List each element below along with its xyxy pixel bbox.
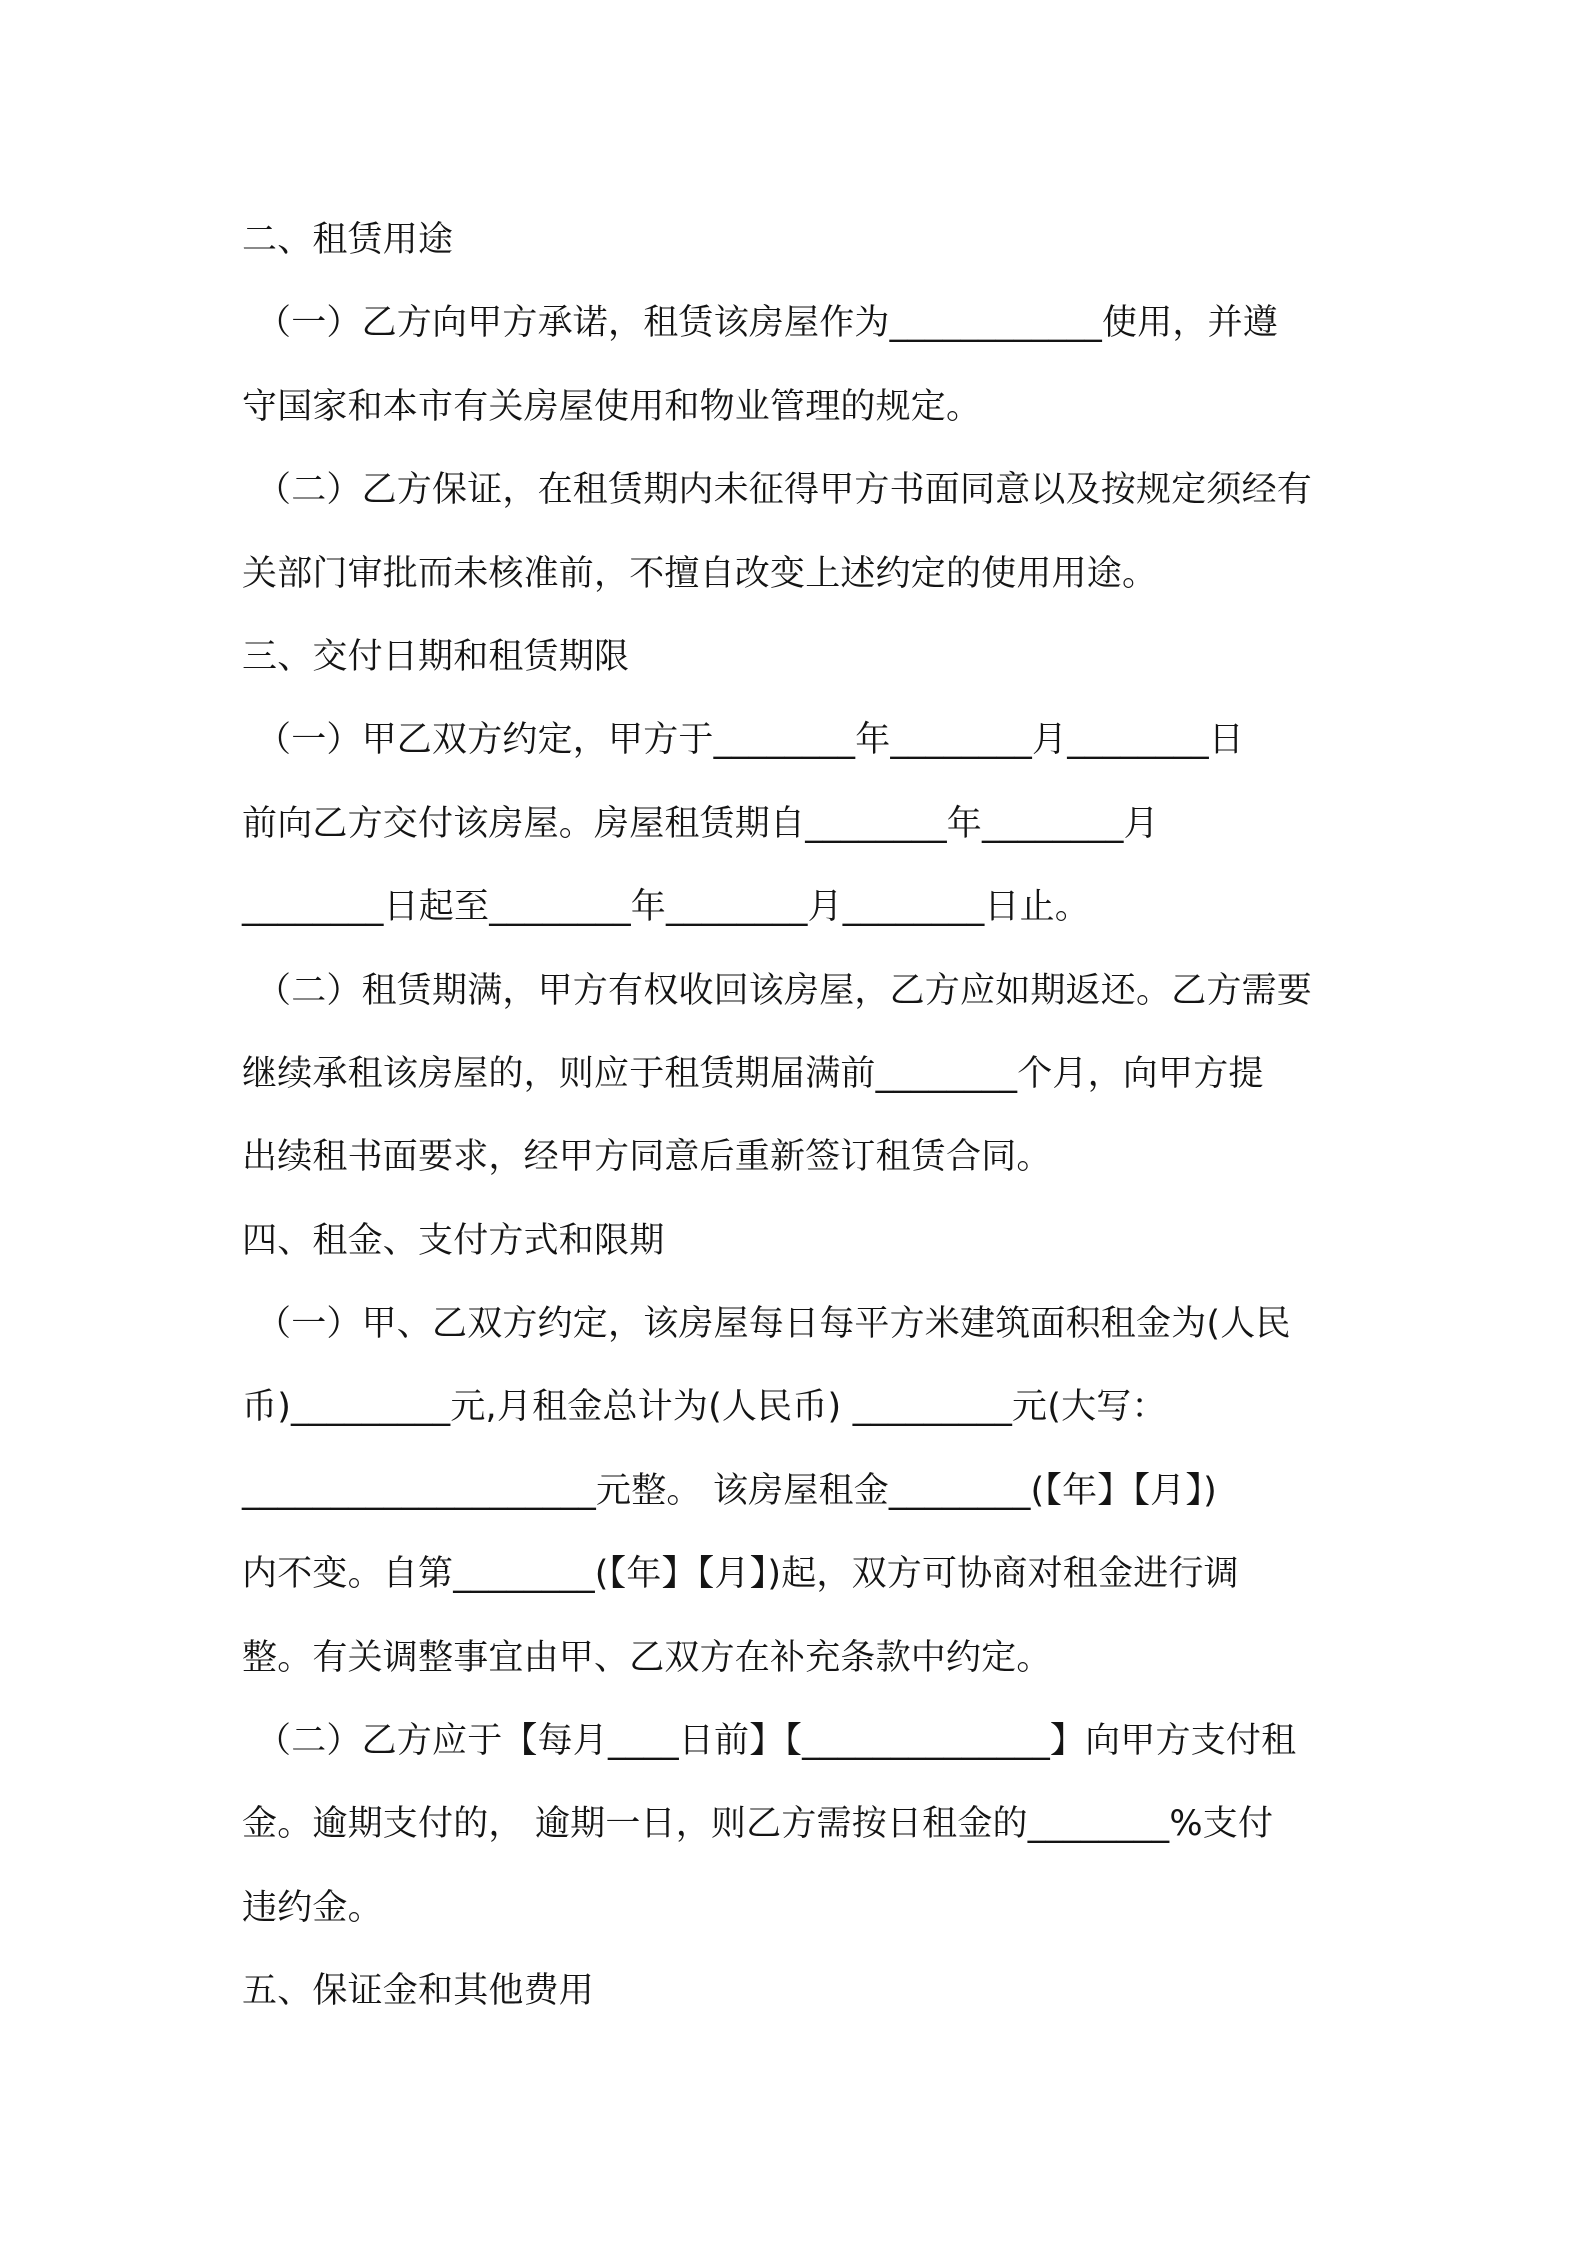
paragraph-line: （二）乙方保证，在租赁期内未征得甲方书面同意以及按规定须经有 xyxy=(256,470,1313,511)
paragraph-line: 出续租书面要求，经甲方同意后重新签订租赁合同。 xyxy=(242,1137,1052,1178)
paragraph-line: 关部门审批而未核准前，不擅自改变上述约定的使用用途。 xyxy=(242,553,1158,594)
paragraph-line: 前向乙方交付该房屋。房屋租赁期自________年________月 xyxy=(242,803,1159,844)
paragraph-line: 整。有关调整事宜由甲、乙双方在补充条款中约定。 xyxy=(242,1637,1052,1678)
paragraph-line: （一）乙方向甲方承诺，租赁该房屋作为____________使用，并遵 xyxy=(256,303,1279,344)
paragraph-line: 守国家和本市有关房屋使用和物业管理的规定。 xyxy=(242,386,982,427)
paragraph-line: （二）租赁期满，甲方有权收回该房屋，乙方应如期返还。乙方需要 xyxy=(256,970,1313,1011)
paragraph-line: 币)_________元,月租金总计为(人民币) _________元(大写： xyxy=(242,1387,1167,1428)
section-heading: 三、交付日期和租赁期限 xyxy=(242,636,630,677)
section-heading: 四、租金、支付方式和限期 xyxy=(242,1220,665,1261)
document-body xyxy=(242,199,1372,2034)
paragraph-line: 内不变。自第________(【年】【月】)起，双方可协商对租金进行调 xyxy=(242,1554,1239,1595)
paragraph-line: ________日起至________年________月________日止。 xyxy=(242,887,1091,928)
section-heading: 五、保证金和其他费用 xyxy=(242,1971,595,2012)
paragraph-line: （一）甲、乙双方约定，该房屋每日每平方米建筑面积租金为(人民 xyxy=(256,1304,1291,1345)
paragraph-line: 金。逾期支付的， 逾期一日，则乙方需按日租金的________%支付 xyxy=(242,1804,1274,1845)
paragraph-line: （一）甲乙双方约定，甲方于________年________月________日 xyxy=(256,720,1245,761)
paragraph-line: ____________________元整。 该房屋租金________(【年】【月】) xyxy=(242,1470,1217,1511)
paragraph-line: 违约金。 xyxy=(242,1887,383,1928)
section-heading: 二、租赁用途 xyxy=(242,220,454,260)
paragraph-line: 继续承租该房屋的，则应于租赁期届满前________个月，向甲方提 xyxy=(242,1053,1264,1094)
paragraph-line: （二）乙方应于【每月____日前】【______________】向甲方支付租 xyxy=(256,1721,1297,1762)
